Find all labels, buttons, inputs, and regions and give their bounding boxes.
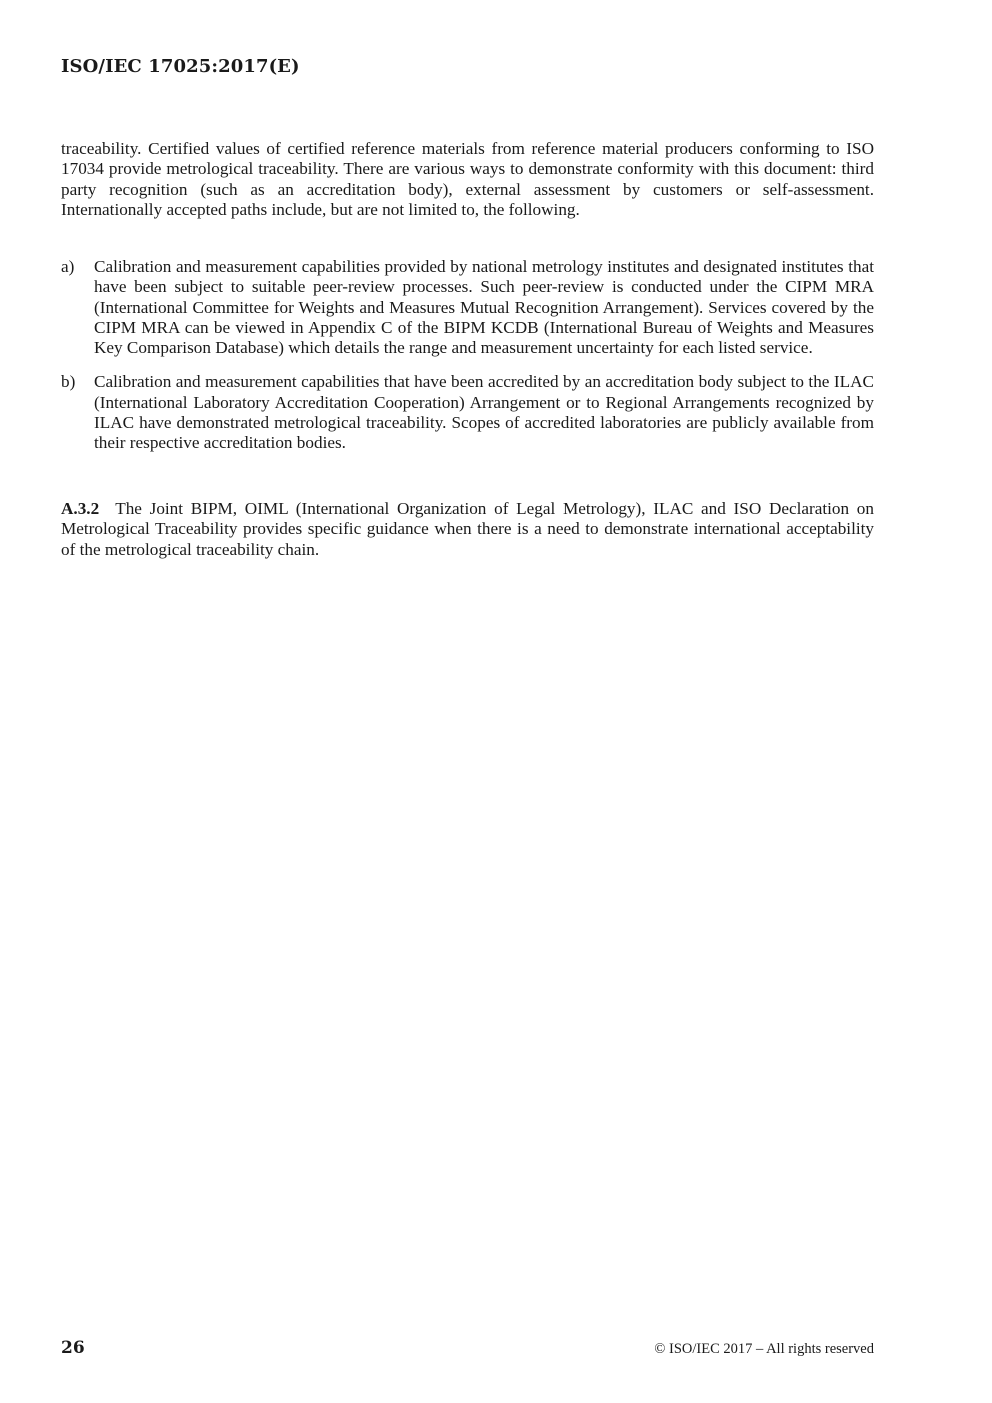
intro-paragraph: traceability. Certified values of certified reference materials from reference material producers conforming to ISO 17034 provide metrological traceability. There are various ways to demonstrate conformity with this document: third party recognition (such as an accreditation body), external assessment by customers or self-assessment. Internationally accepted paths include, but are not limited to, the following.: [61, 139, 874, 219]
document-header-title: ISO/IEC 17025:2017(E): [61, 56, 300, 77]
list-item-text: Calibration and measurement capabilities that have been accredited by an accreditation body subject to the ILAC (International Laboratory Accreditation Cooperation) Arrangement or to Regional Arrangements recognized by ILAC have demonstrated metrological traceability. Scopes of accredited laboratories are publicly available from their respective accreditation bodies.: [94, 372, 874, 453]
list-item-marker: b): [61, 372, 76, 392]
traceability-paths-list: [61, 257, 874, 454]
page-number: 26: [61, 1338, 85, 1358]
copyright-notice: © ISO/IEC 2017 – All rights reserved: [654, 1341, 874, 1357]
clause-text: The Joint BIPM, OIML (International Organization of Legal Metrology), ILAC and ISO Declaration on Metrological Traceability provides specific guidance when there is a need to demonstrate international acceptability of the metrological traceability chain.: [61, 499, 874, 559]
clause-number: A.3.2: [61, 499, 100, 518]
clause-a-3-2: [61, 499, 874, 560]
list-item: [61, 372, 874, 453]
list-item-marker: a): [61, 257, 75, 276]
list-item-text: Calibration and measurement capabilities provided by national metrology institutes and designated institutes that have been subject to suitable peer-review processes. Such peer-review is conducted under the CIPM MRA (International Committee for Weights and Measures Mutual Recognition Arrangement). Services covered by the CIPM MRA can be viewed in Appendix C of the BIPM KCDB (International Bureau of Weights and Measures Key Comparison Database) which details the range and measurement uncertainty for each listed service.: [94, 257, 874, 358]
list-item: [61, 257, 874, 358]
